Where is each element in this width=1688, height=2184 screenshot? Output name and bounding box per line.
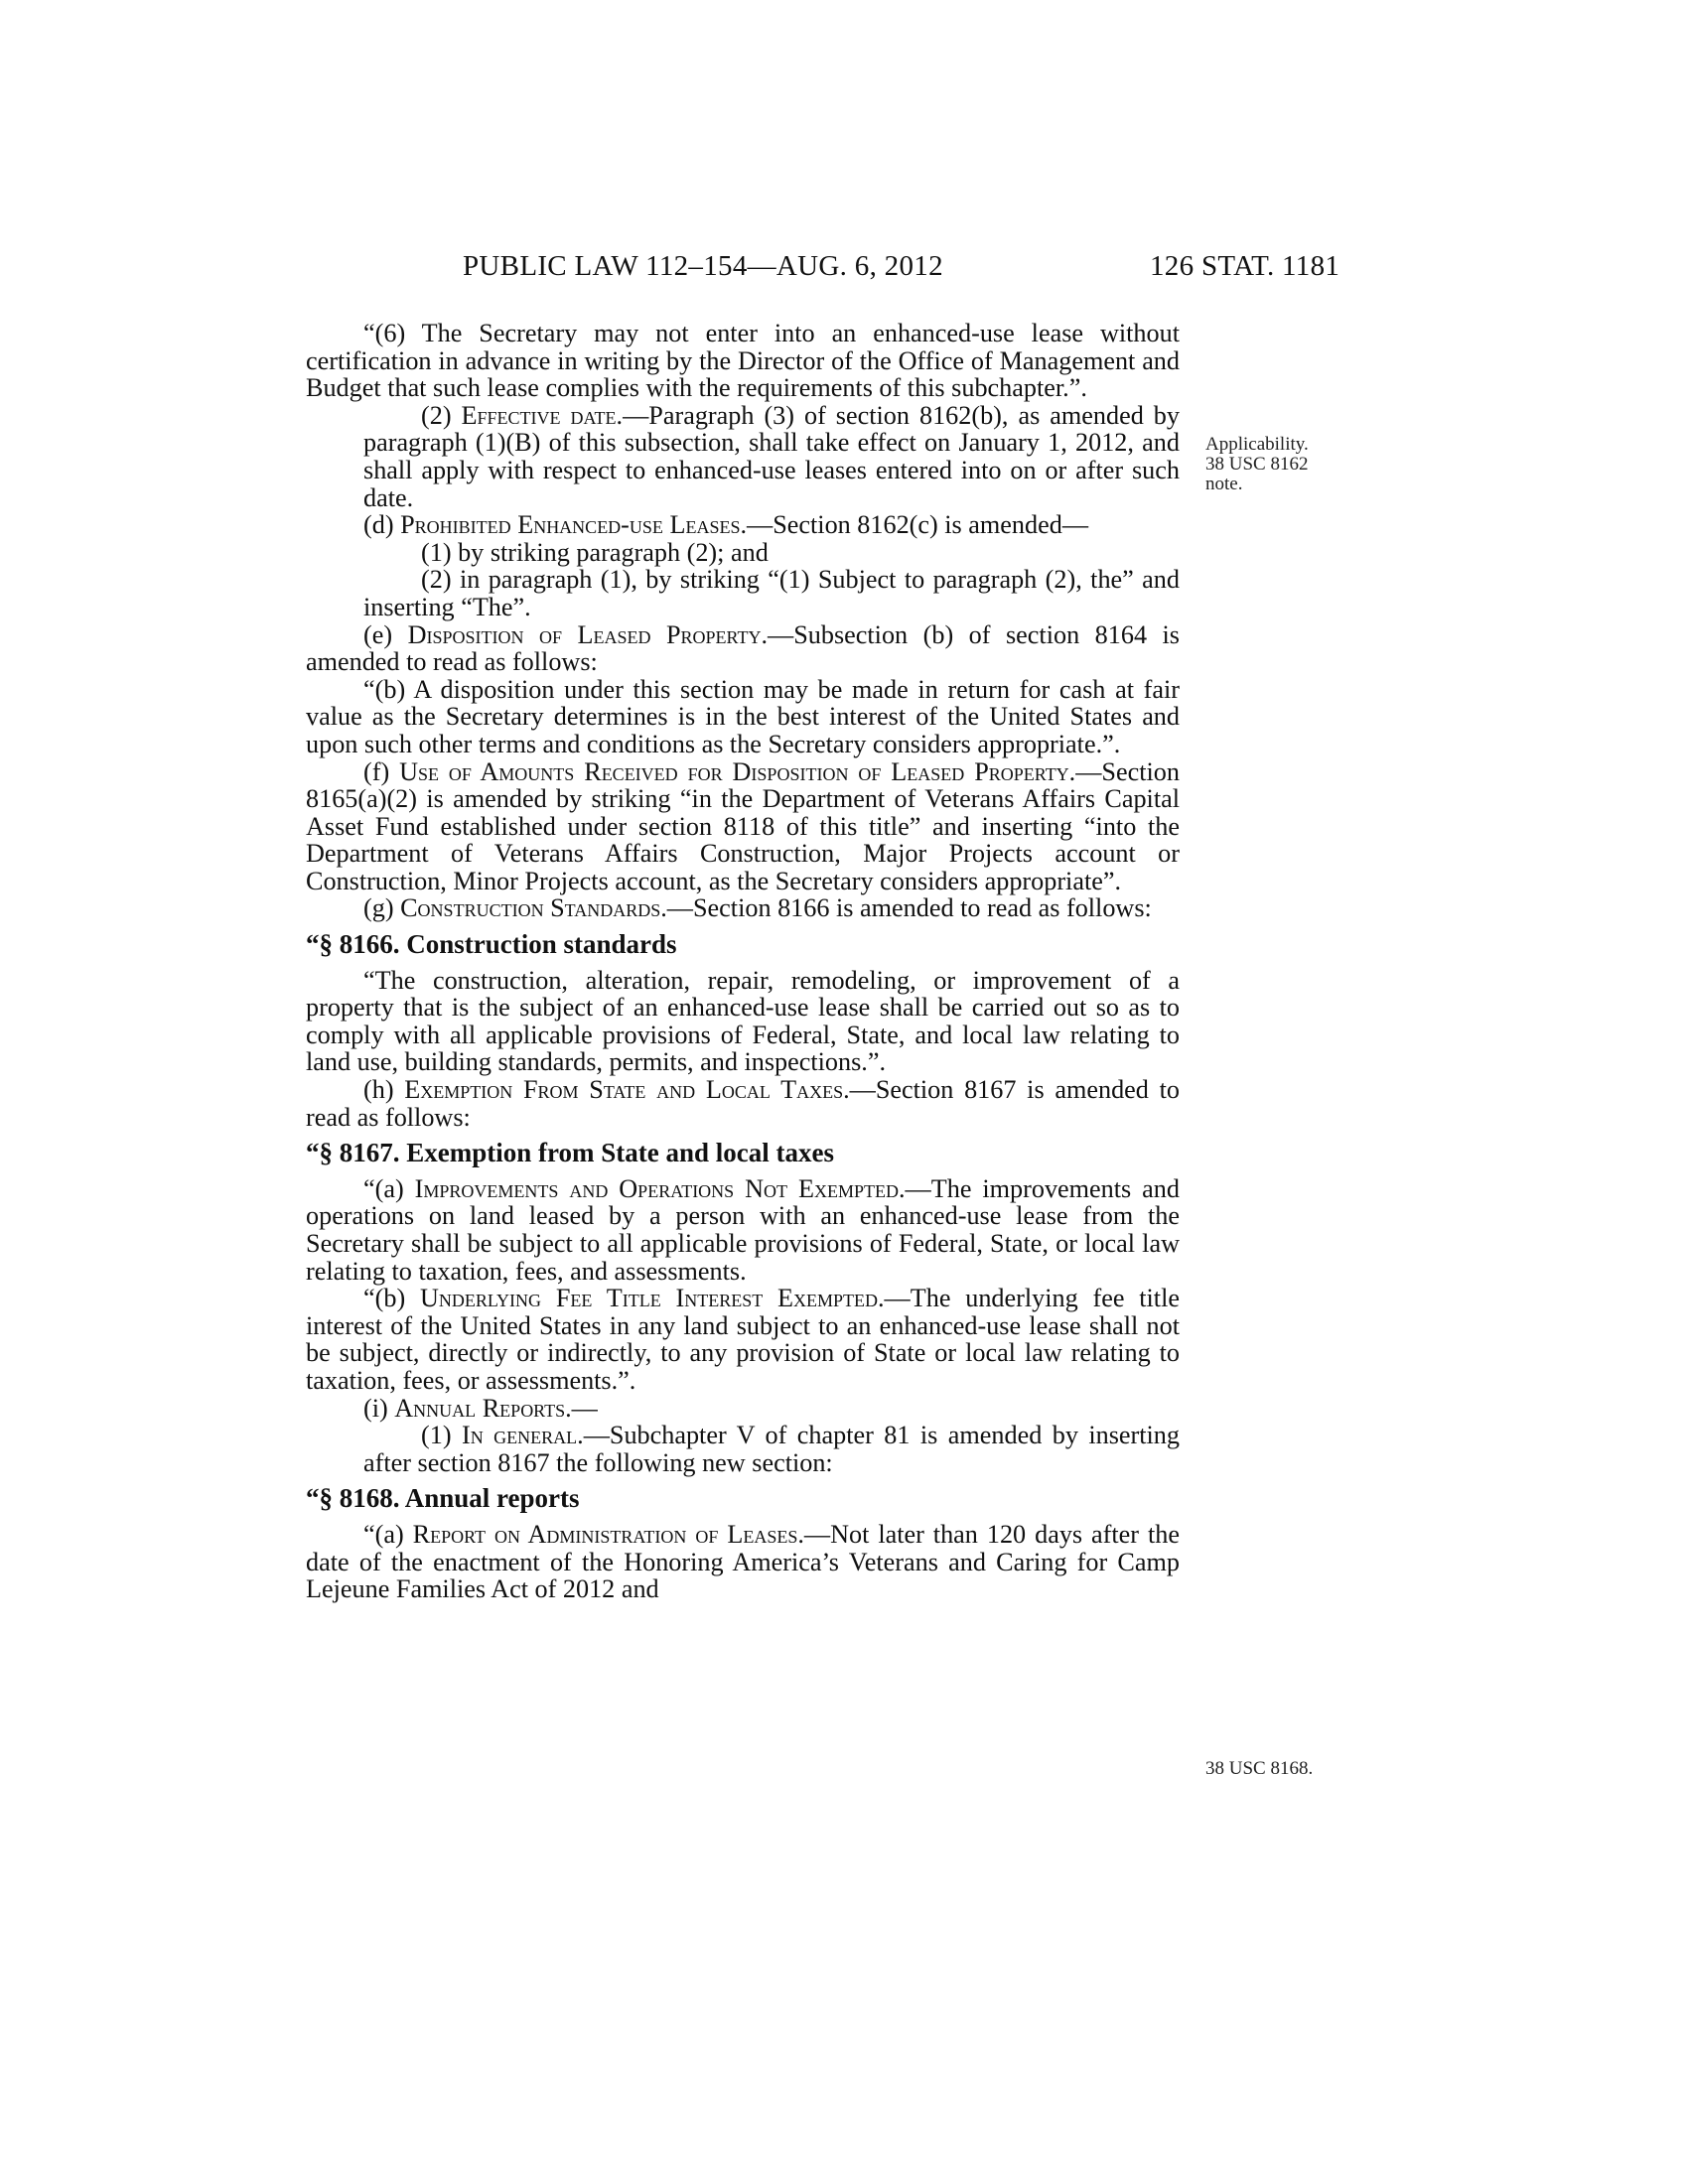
- margin-note-applicability-line1: Applicability.: [1205, 434, 1309, 455]
- s8168a-label: Report on Administration of Leases.: [412, 1519, 804, 1549]
- c2-label: (2) Effective date.: [421, 400, 624, 430]
- c2-text: —Paragraph (3) of section 8162(b), as amended by paragraph (1)(B) of this subsection, shall take effect on January 1, 2012, and shall apply with respect to enhanced-use leases entered into on or after such date.: [363, 400, 1180, 512]
- subsection-i: [306, 1395, 1180, 1423]
- e-prefix: (e): [363, 619, 408, 649]
- h-prefix: (h): [363, 1075, 405, 1105]
- f-text: —Section 8165(a)(2) is amended by striking “in the Department of Veterans Affairs Capital Asset Fund established under section 8118 of this title” and inserting “into the Department of Veterans Affairs Construction, Major Projects account or Construction, Minor Projects account, as the Secretary considers appropriate”.: [306, 756, 1180, 895]
- i1-text: —Subchapter V of chapter 81 is amended by inserting after section 8167 the following new section:: [363, 1421, 1180, 1477]
- i1-prefix: (1): [421, 1421, 462, 1450]
- i-text: —: [571, 1393, 598, 1423]
- paragraph-6: “(6) The Secretary may not enter into an enhanced-use lease without certification in advance in writing by the Director of the Office of Management and Budget that such lease complies with the requirements of this subchapter.”.: [306, 319, 1180, 403]
- paragraph-e-b: “(b) A disposition under this section may be made in return for cash at fair value as the Secretary determines is in the best interest of the United States and upon such other terms and conditions as the Secretary considers appropriate.”.: [306, 674, 1180, 758]
- s8167a-prefix: “(a): [363, 1173, 415, 1203]
- section-heading-8167: “§ 8167. Exemption from State and local taxes: [306, 1138, 834, 1168]
- i-label: Annual Reports.: [394, 1393, 572, 1423]
- section-8168-a: [306, 1521, 1180, 1603]
- paragraph-i1: [306, 1422, 1180, 1476]
- f-prefix: (f): [363, 756, 400, 786]
- subsection-e: [306, 621, 1180, 676]
- s8167b-label: Underlying Fee Title Interest Exempted.: [419, 1284, 885, 1313]
- g-prefix: (g): [363, 893, 401, 923]
- g-label: Construction Standards.: [400, 893, 667, 923]
- margin-note-applicability: [1205, 435, 1354, 494]
- paragraph-d2: (2) in paragraph (1), by striking “(1) Subject to paragraph (2), the” and inserting “The”.: [363, 565, 1180, 621]
- section-heading-8166: “§ 8166. Construction standards: [306, 929, 677, 960]
- section-heading-8168: “§ 8168. Annual reports: [306, 1483, 580, 1514]
- e-label: Disposition of Leased Property.: [407, 619, 769, 649]
- margin-note-applicability-line2: 38 USC 8162: [1205, 454, 1309, 475]
- e-text: —Subsection (b) of section 8164 is amended to read as follows:: [306, 619, 1180, 677]
- subsection-g: [306, 894, 1180, 922]
- margin-note-usc-8168: 38 USC 8168.: [1205, 1758, 1314, 1779]
- s8168a-prefix: “(a): [363, 1519, 413, 1549]
- d-label: Prohibited Enhanced-use Leases.: [400, 510, 748, 540]
- margin-note-applicability-line3: note.: [1205, 474, 1243, 494]
- running-header: [0, 250, 1688, 290]
- section-8167-a: [306, 1175, 1180, 1285]
- s8167b-prefix: “(b): [363, 1284, 420, 1313]
- h-text: —Section 8167 is amended to read as follows:: [306, 1075, 1180, 1132]
- s8167b-text: —The underlying fee title interest of the United States in any land subject to an enhanced-use lease shall not be subject, directly or indirectly, to any provision of State or local law relating to taxation, fees, or assessments.”.: [306, 1284, 1180, 1395]
- i1-label: In general.: [461, 1421, 584, 1450]
- f-label: Use of Amounts Received for Disposition of Leased Property.: [399, 756, 1076, 786]
- s8167a-text: —The improvements and operations on land leased by a person with an enhanced-use lease from the Secretary shall be subject to all applicable provisions of Federal, State, or local law relating to taxation, fees, and assessments.: [306, 1173, 1180, 1286]
- running-title: PUBLIC LAW 112–154—AUG. 6, 2012: [463, 250, 943, 282]
- subsection-d: [306, 511, 1180, 539]
- subsection-f: [306, 758, 1180, 895]
- stat-page-number: 126 STAT. 1181: [1150, 250, 1340, 282]
- statute-body: [306, 320, 1180, 1603]
- section-8167-b: [306, 1285, 1180, 1394]
- d-prefix: (d): [363, 510, 401, 540]
- i-prefix: (i): [363, 1393, 395, 1423]
- section-8166-text: “The construction, alteration, repair, remodeling, or improvement of a property that is the subject of an enhanced-use lease shall be carried out so as to comply with all applicable provisions of Federal, State, and local law relating to land use, building standards, permits, and inspections.”.: [306, 965, 1180, 1077]
- h-label: Exemption From State and Local Taxes.: [404, 1075, 850, 1105]
- d-text: —Section 8162(c) is amended—: [747, 510, 1089, 540]
- paragraph-d1: (1) by striking paragraph (2); and: [421, 537, 769, 567]
- s8168a-text: —Not later than 120 days after the date of the enactment of the Honoring America’s Veterans and Caring for Camp Lejeune Families Act of 2012 and: [306, 1519, 1180, 1604]
- paragraph-c2: [306, 402, 1180, 511]
- subsection-h: [306, 1076, 1180, 1131]
- s8167a-label: Improvements and Operations Not Exempted.: [414, 1173, 906, 1203]
- g-text: —Section 8166 is amended to read as follows:: [666, 893, 1152, 923]
